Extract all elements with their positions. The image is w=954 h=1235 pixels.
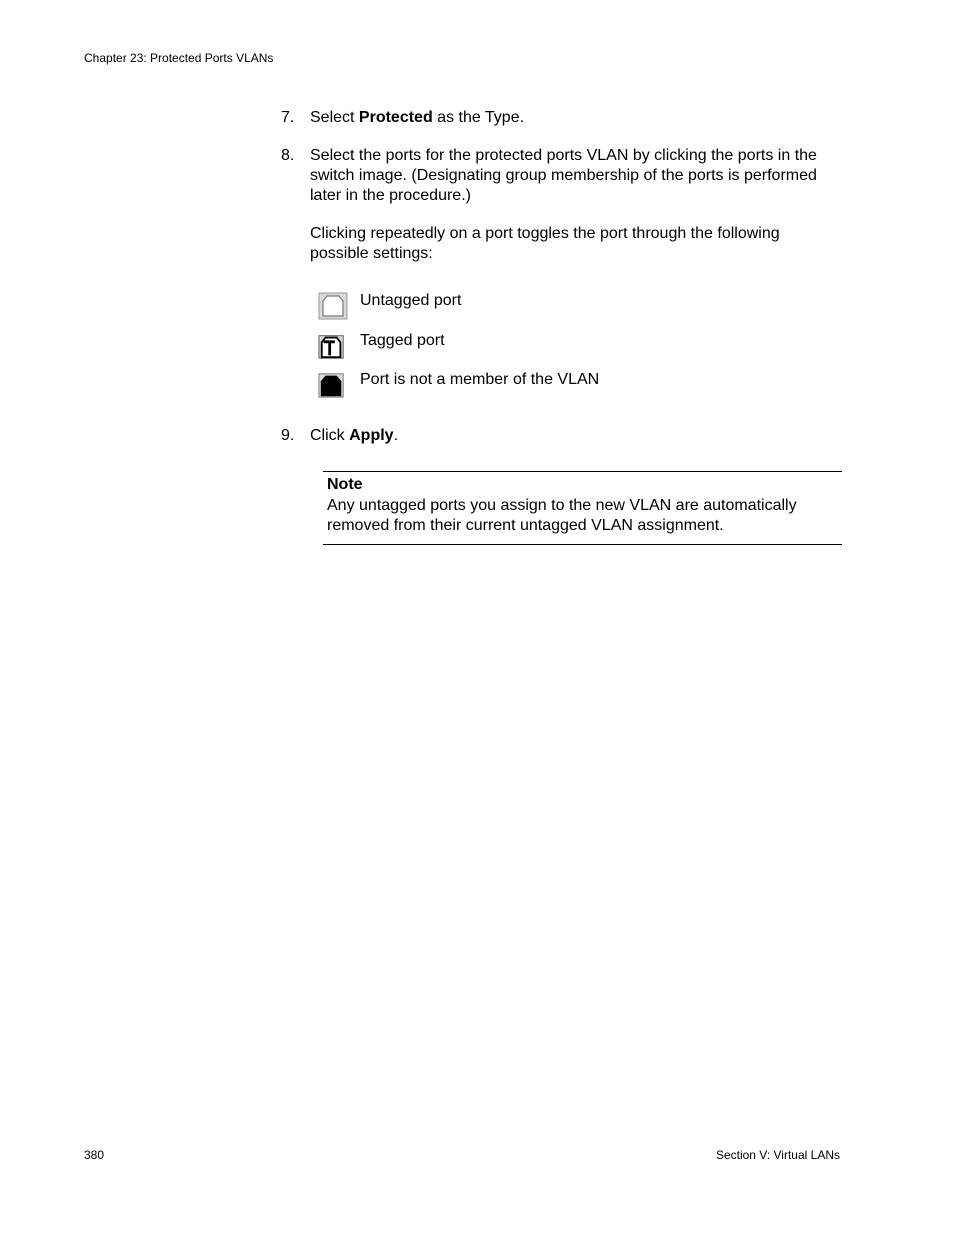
emphasis-protected: Protected (358, 109, 433, 126)
step-text: Click Apply. (310, 427, 399, 444)
note-box (323, 471, 842, 545)
step-text: Select the ports for the protected ports VLAN by clicking the ports in the switch image. (Designating group membership of the ports is performed later in the procedure.) (310, 147, 817, 204)
step-number: 9. (281, 427, 295, 444)
port-setting-label: Untagged port (360, 292, 462, 309)
toggle-intro-paragraph: Clicking repeatedly on a port toggles the port through the following possible settings: (310, 225, 780, 262)
port-setting-label: Tagged port (360, 332, 445, 349)
note-title: Note (327, 476, 363, 493)
port-setting-label: Port is not a member of the VLAN (360, 371, 600, 388)
non-member-port-icon (318, 371, 346, 399)
untagged-port-icon (318, 292, 348, 320)
step-number: 8. (281, 147, 295, 164)
step-text: Select Protected as the Type. (310, 109, 525, 126)
running-footer-section: Section V: Virtual LANs (715, 1148, 840, 1162)
page-number: 380 (84, 1148, 105, 1162)
emphasis-apply: Apply (349, 427, 394, 444)
running-header: Chapter 23: Protected Ports VLANs (84, 51, 274, 65)
step-number: 7. (281, 109, 295, 126)
tagged-port-icon (318, 332, 346, 360)
note-body: Any untagged ports you assign to the new VLAN are automatically removed from their current untagged VLAN assignment. (327, 497, 797, 534)
